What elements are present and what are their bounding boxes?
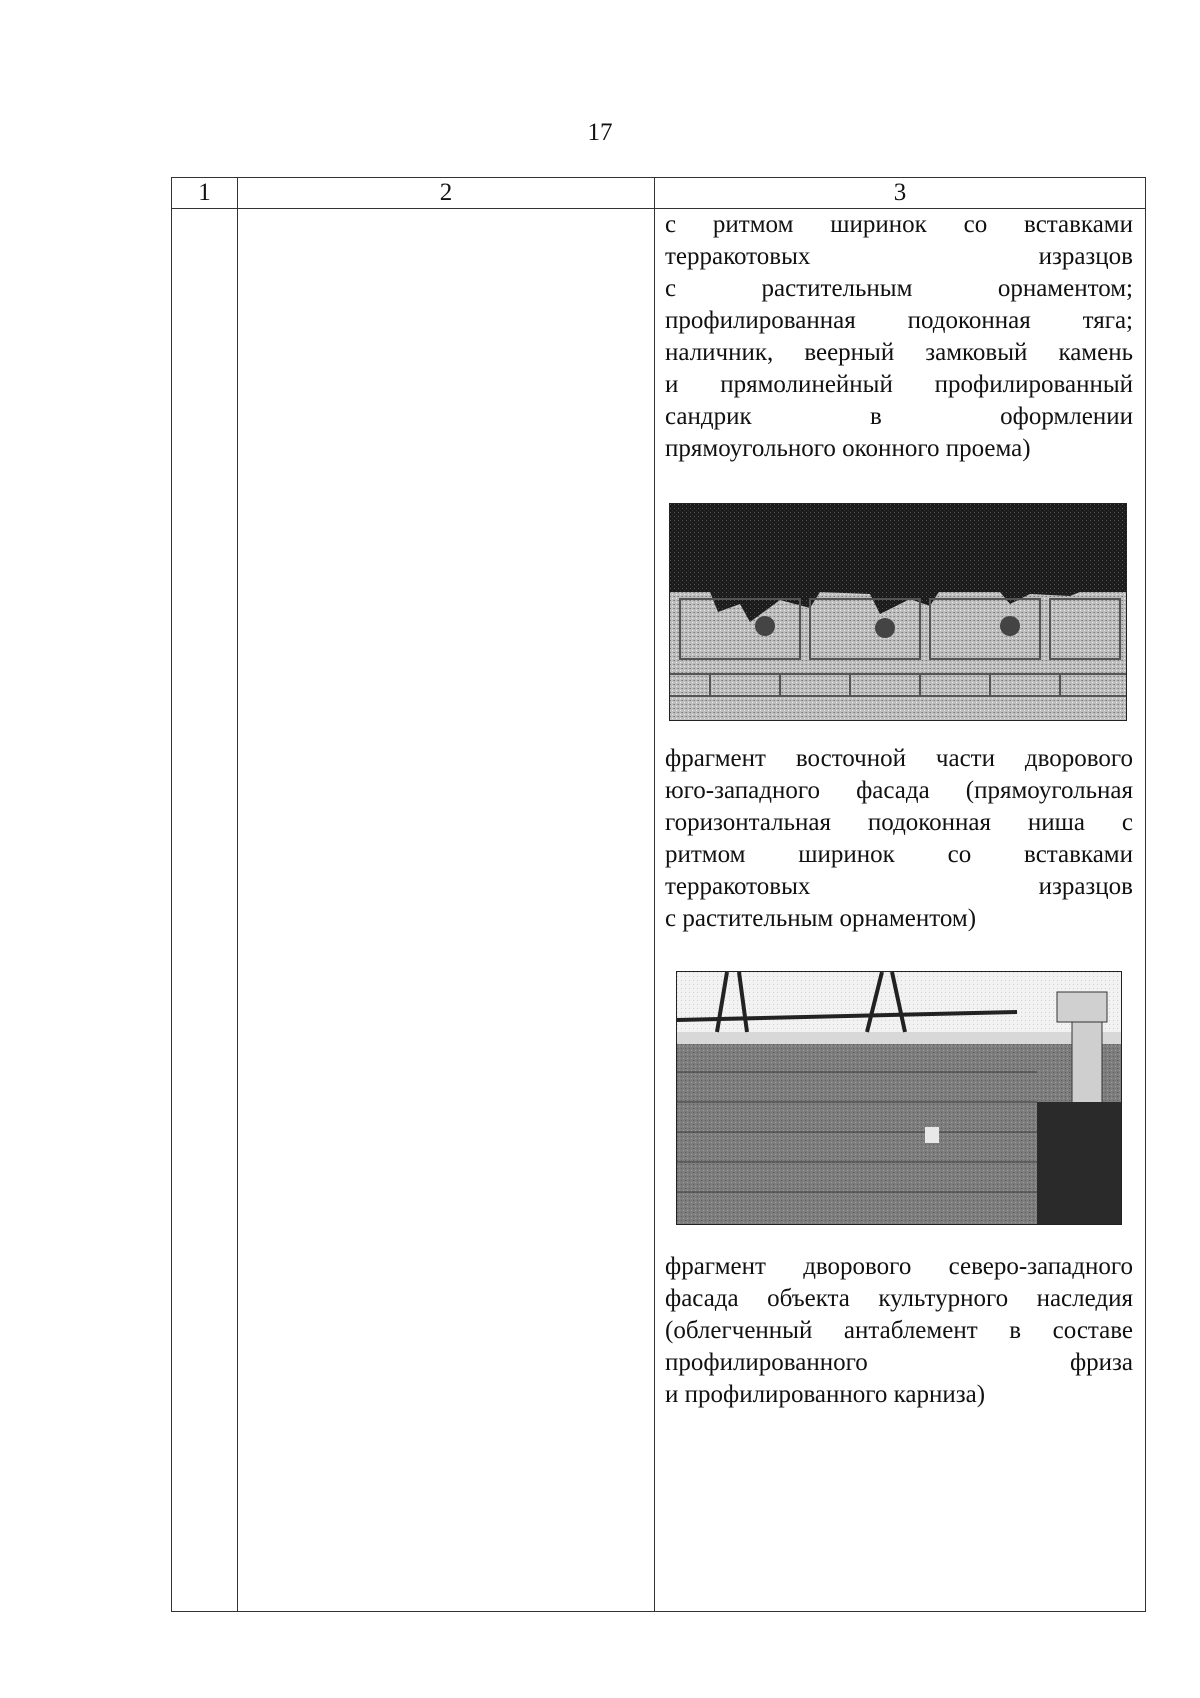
text-line: с растительным орнаментом)	[665, 905, 977, 932]
text-line: терракотовых изразцов	[665, 873, 1133, 900]
text-line: горизонтальная подоконная ниша с	[665, 809, 1133, 836]
facade-entablature-photo	[676, 971, 1122, 1225]
cell-col-1	[172, 209, 238, 1612]
facade-niche-photo	[669, 503, 1127, 721]
photo-caption-1	[665, 743, 1133, 935]
cell-col-2	[238, 209, 655, 1612]
text-line: с ритмом ширинок со вставками	[665, 211, 1133, 238]
cell-col-3	[655, 209, 1146, 1612]
text-line: и прямолинейный профилированный	[665, 371, 1133, 398]
text-line: терракотовых изразцов	[665, 243, 1133, 270]
text-line: наличник, веерный замковый камень	[665, 339, 1133, 366]
text-line: ритмом ширинок со вставками	[665, 841, 1133, 868]
text-line: профилированная подоконная тяга;	[665, 307, 1133, 334]
header-col-1: 1	[172, 178, 238, 209]
text-line: прямоугольного оконного проема)	[665, 435, 1031, 462]
text-line: с растительным орнаментом;	[665, 275, 1133, 302]
description-paragraph	[665, 209, 1133, 465]
text-line: фасада объекта культурного наследия	[665, 1285, 1133, 1312]
table-row	[172, 209, 1146, 1612]
text-line: фрагмент дворового северо-западного	[665, 1253, 1133, 1280]
text-line: сандрик в оформлении	[665, 403, 1133, 430]
document-table	[171, 177, 1146, 1612]
text-line: (облегченный антаблемент в составе	[665, 1317, 1133, 1344]
text-line: фрагмент восточной части дворового	[665, 745, 1133, 772]
page-number: 17	[587, 119, 613, 146]
text-line: профилированного фриза	[665, 1349, 1133, 1376]
header-col-3: 3	[655, 178, 1146, 209]
text-line: юго-западного фасада (прямоугольная	[665, 777, 1133, 804]
table-header-row	[172, 178, 1146, 209]
text-line: и профилированного карниза)	[665, 1381, 986, 1408]
photo-caption-2	[665, 1251, 1133, 1411]
header-col-2: 2	[238, 178, 655, 209]
